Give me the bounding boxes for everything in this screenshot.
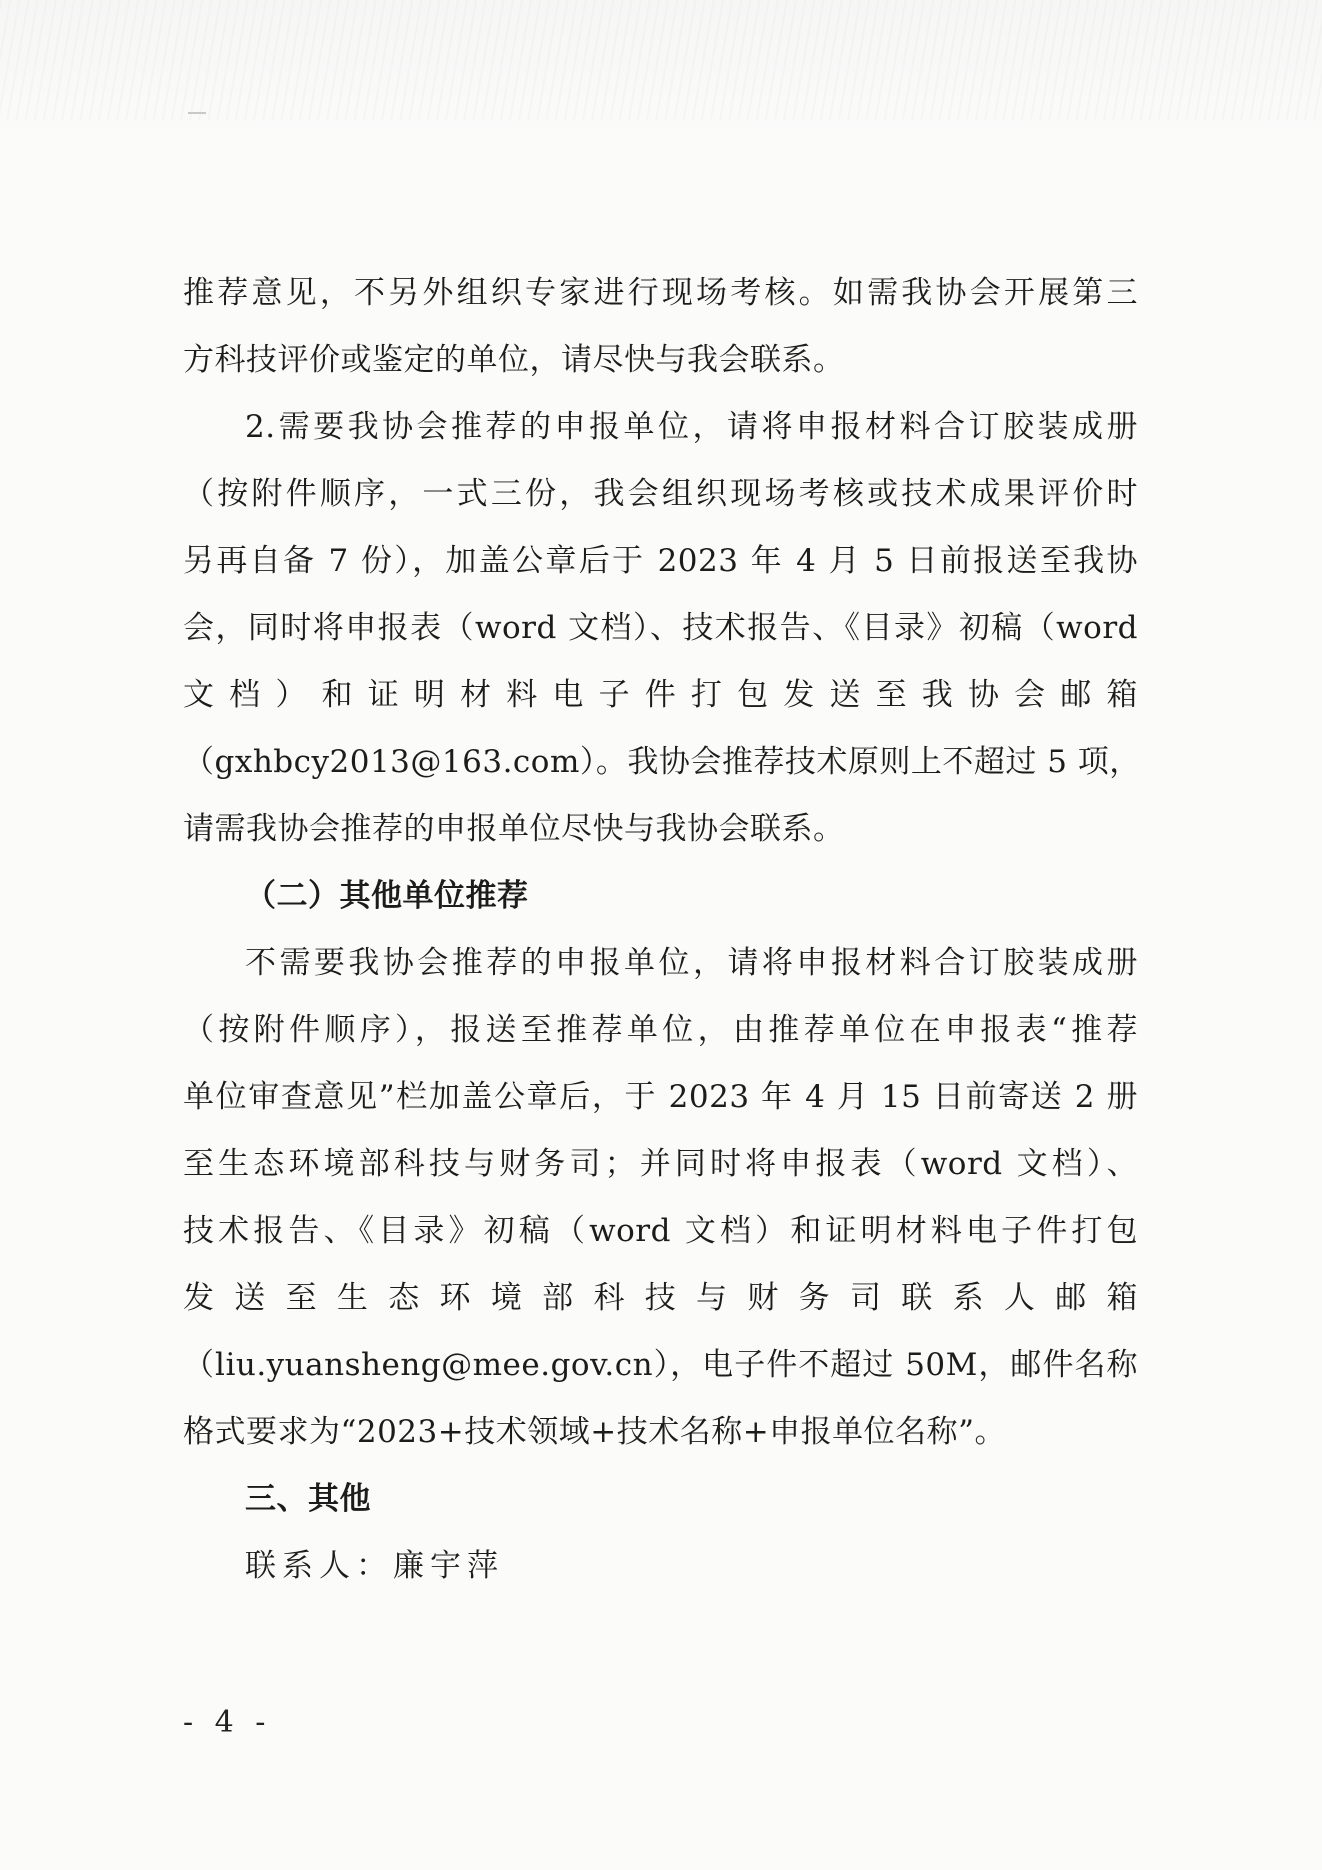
body-line: 2.需要我协会推荐的申报单位，请将申报材料合订胶装成册	[245, 409, 1138, 445]
body-line: 推荐意见，不另外组织专家进行现场考核。如需我协会开展第三	[183, 275, 1138, 311]
body-line: （gxhbcy2013@163.com）。我协会推荐技术原则上不超过 5 项，	[183, 744, 1141, 780]
page-number: - 4 -	[183, 1705, 272, 1740]
document-body	[183, 260, 1141, 1600]
top-mark	[188, 112, 206, 114]
body-line: 不需要我协会推荐的申报单位，请将申报材料合订胶装成册	[245, 945, 1138, 981]
body-line: （按附件顺序），报送至推荐单位，由推荐单位在申报表“推荐	[183, 1012, 1138, 1048]
body-line: （按附件顺序，一式三份，我会组织现场考核或技术成果评价时	[183, 476, 1138, 512]
body-line: 至生态环境部科技与财务司；并同时将申报表（word 文档）、	[183, 1146, 1138, 1182]
body-line: 技术报告、《目录》初稿（word 文档）和证明材料电子件打包	[183, 1213, 1138, 1249]
contact-line: 联系人：廉宇萍	[245, 1548, 504, 1584]
body-line: 会，同时将申报表（word 文档）、技术报告、《目录》初稿（word	[183, 610, 1138, 646]
section-heading: （二）其他单位推荐	[245, 878, 529, 914]
body-line: 另再自备 7 份），加盖公章后于 2023 年 4 月 5 日前报送至我协	[183, 543, 1138, 579]
body-line: 请需我协会推荐的申报单位尽快与我协会联系。	[183, 811, 845, 847]
section-heading: 三、其他	[245, 1481, 371, 1517]
body-line: 发送至生态环境部科技与财务司联系人邮箱	[183, 1280, 1138, 1316]
body-line: （liu.yuansheng@mee.gov.cn），电子件不超过 50M，邮件名称	[183, 1347, 1138, 1383]
body-line: 文档）和证明材料电子件打包发送至我协会邮箱	[183, 677, 1138, 713]
body-line: 方科技评价或鉴定的单位，请尽快与我会联系。	[183, 342, 845, 378]
scan-bleed-through	[0, 0, 1322, 120]
body-line: 格式要求为“2023+技术领域+技术名称+申报单位名称”。	[183, 1414, 1007, 1450]
body-line: 单位审查意见”栏加盖公章后，于 2023 年 4 月 15 日前寄送 2 册	[183, 1079, 1138, 1115]
